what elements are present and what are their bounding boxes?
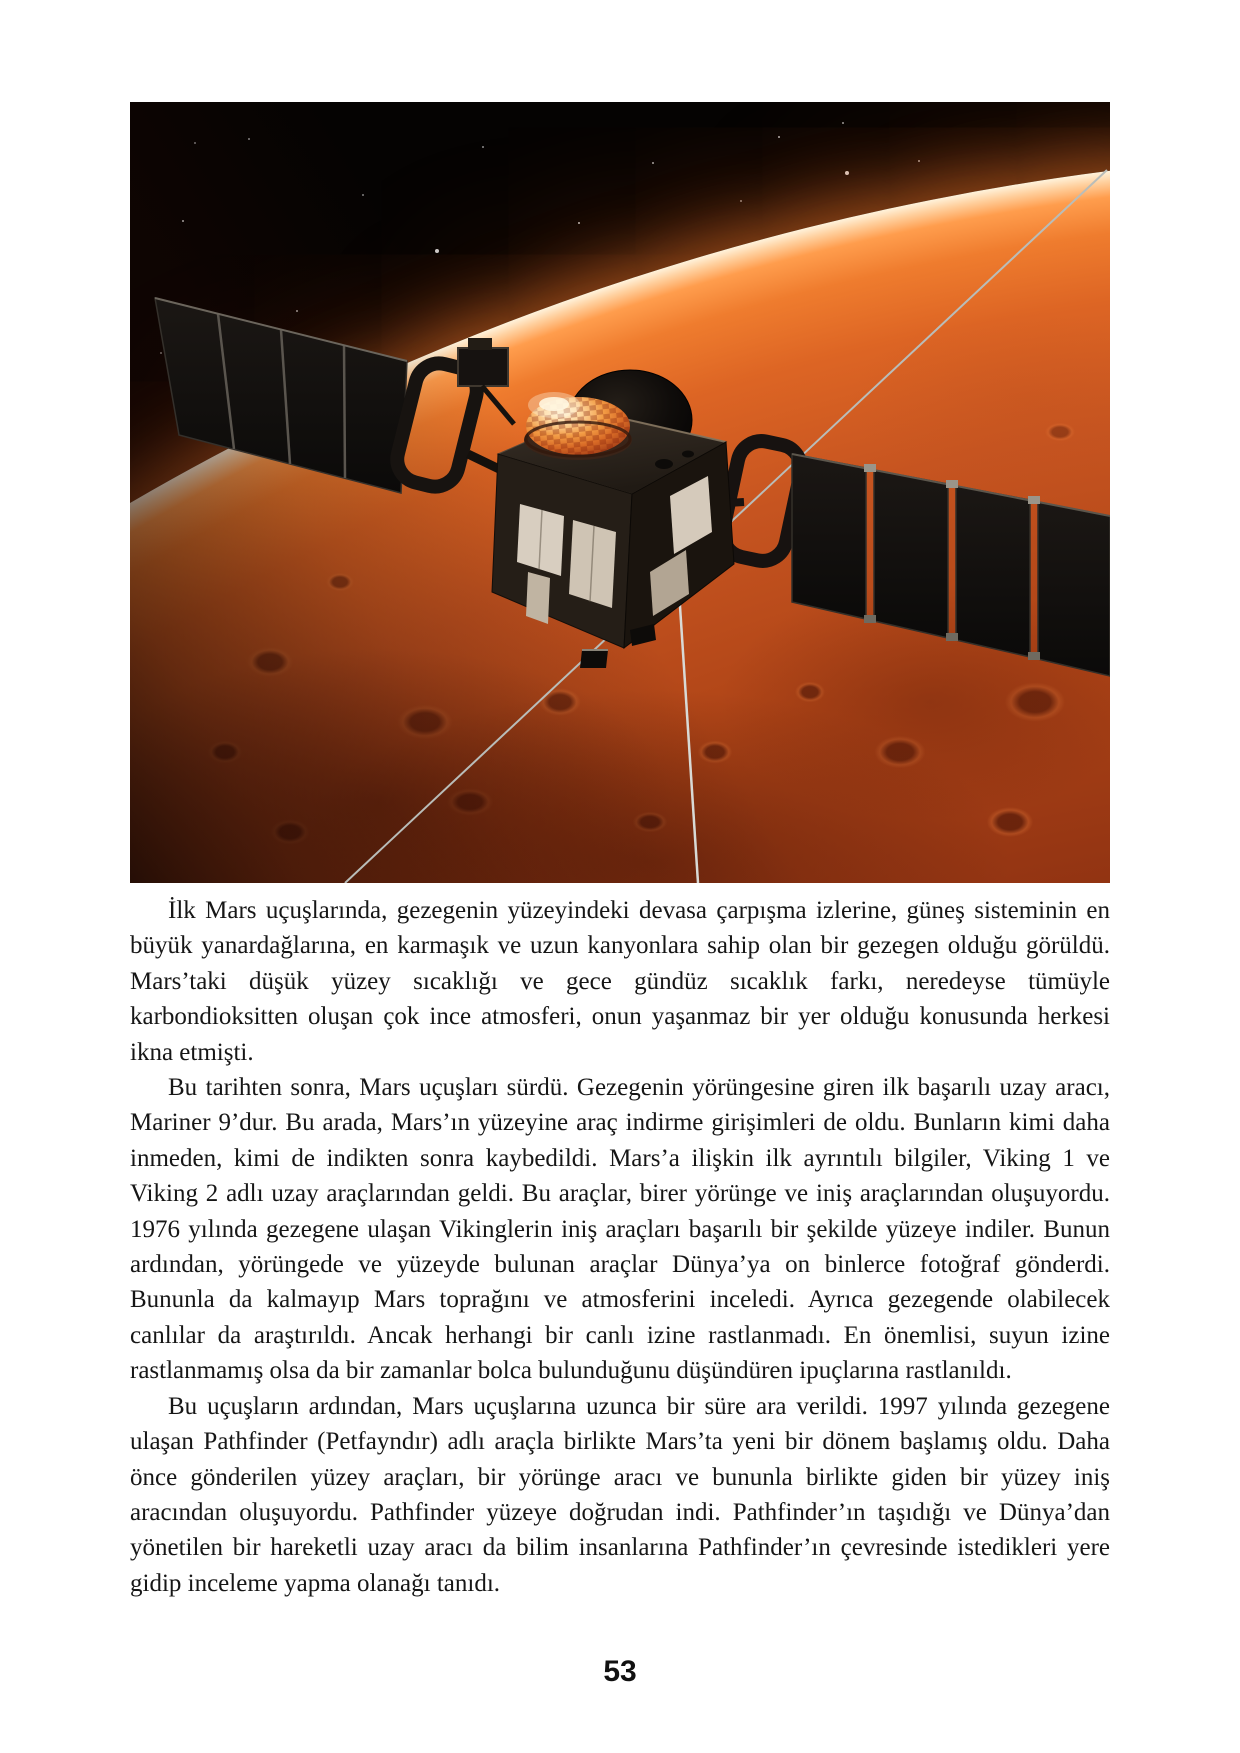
antenna-boom-vertical — [677, 560, 698, 883]
dome-glint — [539, 397, 569, 411]
paragraph-2: Bu tarihten sonra, Mars uçuşları sürdü. Gezegenin yörüngesine giren ilk başarılı uzay aracı, Mariner 9’dur. Bu arada, Mars’ın yüzeyine araç indirme girişimleri de oldu. Bunların kimi daha inmeden, kimi de indikten sonra kaybedildi. Mars’a ilişkin ilk ayrıntılı bilgiler, Viking 1 ve Viking 2 adlı uzay araçlarından geldi. Bu araçlar, birer yörünge ve iniş araçlarından oluşuyordu. 1976 yılında gezegene ulaşan Vikinglerin iniş araçları başarılı bir şekilde yüzeye indiler. Bunun ardından, yörüngede ve yüzeyde bulunan araçlar Dünya’ya on binlerce fotoğraf gönderdi. Bununla da kalmayıp Mars toprağını ve atmosferini inceledi. Ayrıca gezegende olabilecek canlılar da araştırıldı. Ancak herhangi bir canlı izine rastlanmadı. En önemlisi, suyun izine rastlanmamış olsa da bir zamanlar bolca bulunduğunu düşündüren ipuçlarına rastlanıldı. — [130, 1074, 1110, 1385]
mars-spacecraft-figure — [130, 102, 1110, 883]
page-number: 53 — [603, 1655, 637, 1688]
instrument-box — [458, 348, 508, 386]
spacecraft-illustration — [130, 102, 1110, 883]
paragraph-1: İlk Mars uçuşlarında, gezegenin yüzeyindeki devasa çarpışma izlerine, güneş sisteminin en büyük yanardağlarına, en karmaşık ve uzun kanyonlara sahip olan bir gezegen olduğu görüldü. Mars’taki düşük yüzey sıcaklığı ve gece gündüz sıcaklık farkı, neredeyse tümüyle karbondioksitten oluşan çok ince atmosferi, onun yaşanmaz bir yer olduğu konusunda herkesi ikna etmişti. — [130, 897, 1110, 1066]
paragraph-3: Bu uçuşların ardından, Mars uçuşlarına uzunca bir süre ara verildi. 1997 yılında gezegene ulaşan Pathfinder (Petfayndır) adlı araçla birlikte Mars’ta yeni bir dönem başlamış oldu. Daha önce gönderilen yüzey araçları, bir yörünge aracı ve bununla birlikte giden bir yüzey iniş aracından oluşuyordu. Pathfinder yüzeye doğrudan indi. Pathfinder’ın taşıdığı ve Dünya’dan yönetilen bir hareketli uzay aracı da bilim insanlarına Pathfinder’ın çevresinde istedikleri yere gidip inceleme yapma olanağı tanıdı. — [130, 1392, 1110, 1597]
solar-panel-left — [155, 298, 522, 493]
spacecraft-body — [458, 338, 734, 668]
solar-panel-right — [710, 437, 1110, 676]
body-text — [130, 893, 1110, 1601]
